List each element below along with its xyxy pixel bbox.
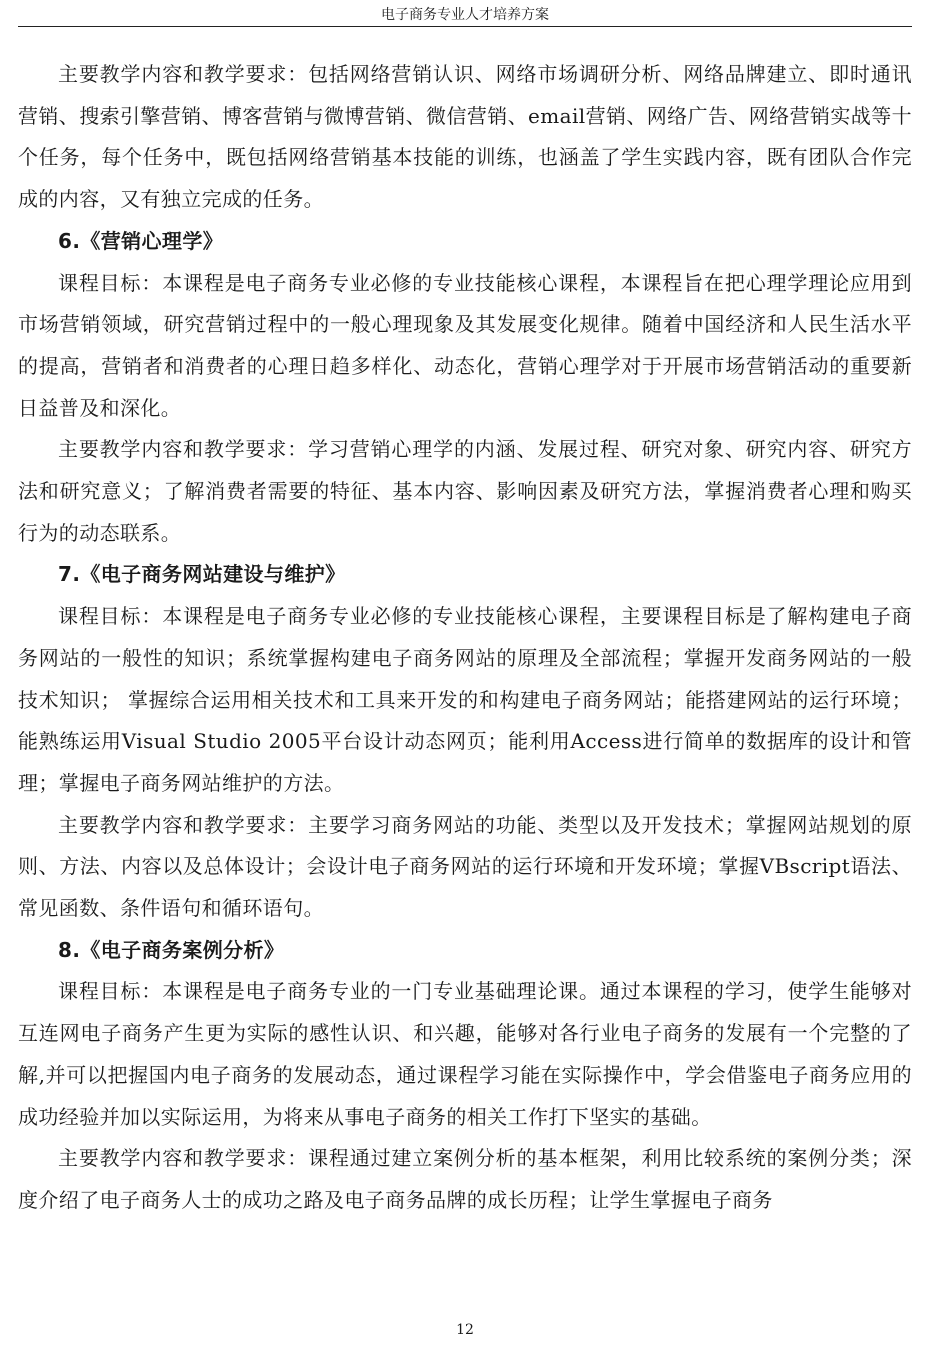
paragraph-website-construction-goal: 课程目标：本课程是电子商务专业必修的专业技能核心课程，主要课程目标是了解构建电子商务网站的一般性的知识；系统掌握构建电子商务网站的原理及全部流程；掌握开发商务网站的一般技术知识； 掌握综合运用相关技术和工具来开发的和构建电子商务网站；能搭建网站的运行环境；能熟练运用Visual Studio 2005平台设计动态网页；能利用Access进行简单的数据库的设计和管理；掌握电子商务网站维护的方法。 xyxy=(18,604,912,795)
heading-marketing-psychology: 6.《营销心理学》 xyxy=(58,228,224,253)
paragraph-case-analysis-goal: 课程目标：本课程是电子商务专业的一门专业基础理论课。通过本课程的学习，使学生能够对互连网电子商务产生更为实际的感性认识、和兴趣，能够对各行业电子商务的发展有一个完整的了解,并可以把握国内电子商务的发展动态，通过课程学习能在实际操作中，学会借鉴电子商务应用的成功经验并加以实际运用，为将来从事电子商务的相关工作打下坚实的基础。 xyxy=(18,979,912,1129)
paragraph-marketing-psychology-goal: 课程目标：本课程是电子商务专业必修的专业技能核心课程，本课程旨在把心理学理论应用到市场营销领域，研究营销过程中的一般心理现象及其发展变化规律。随着中国经济和人民生活水平的提高，营销者和消费者的心理日趋多样化、动态化，营销心理学对于开展市场营销活动的重要新日益普及和深化。 xyxy=(18,270,912,420)
paragraph-marketing-psychology-content: 主要教学内容和教学要求：学习营销心理学的内涵、发展过程、研究对象、研究内容、研究方法和研究意义；了解消费者需要的特征、基本内容、影响因素及研究方法，掌握消费者心理和购买行为的动态联系。 xyxy=(18,437,912,545)
paragraph-network-marketing-content: 主要教学内容和教学要求：包括网络营销认识、网络市场调研分析、网络品牌建立、即时通讯营销、搜索引擎营销、博客营销与微博营销、微信营销、email营销、网络广告、网络营销实战等十个任务，每个任务中，既包括网络营销基本技能的训练，也涵盖了学生实践内容，既有团队合作完成的内容，又有独立完成的任务。 xyxy=(18,62,912,212)
heading-case-analysis: 8.《电子商务案例分析》 xyxy=(58,937,285,962)
paragraph-case-analysis-content: 主要教学内容和教学要求：课程通过建立案例分析的基本框架，利用比较系统的案例分类；深度介绍了电子商务人士的成功之路及电子商务品牌的成长历程；让学生掌握电子商务 xyxy=(18,1146,912,1212)
paragraph-website-construction-content: 主要教学内容和教学要求：主要学习商务网站的功能、类型以及开发技术；掌握网站规划的原则、方法、内容以及总体设计；会设计电子商务网站的运行环境和开发环境；掌握VBscript语法、常见函数、条件语句和循环语句。 xyxy=(18,812,912,921)
document-body xyxy=(18,54,912,1222)
heading-website-construction: 7.《电子商务网站建设与维护》 xyxy=(58,562,346,587)
page-number: 12 xyxy=(456,1322,474,1338)
header-title: 电子商务专业人才培养方案 xyxy=(381,7,549,23)
page-footer xyxy=(0,1322,930,1338)
page-header xyxy=(18,0,912,27)
